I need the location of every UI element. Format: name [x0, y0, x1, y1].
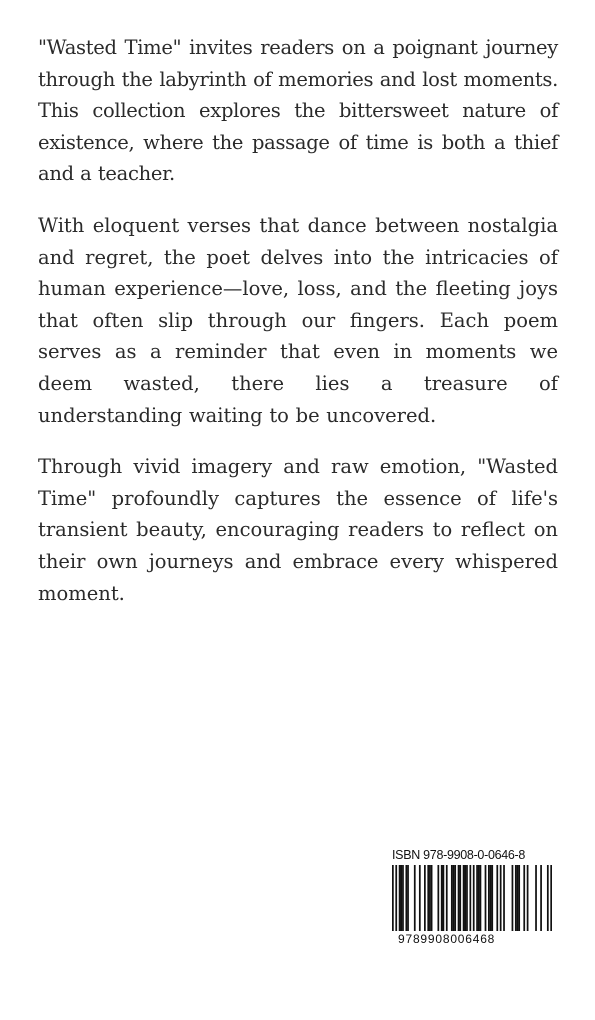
barcode-bar	[485, 865, 487, 931]
isbn-barcode	[390, 848, 556, 948]
barcode-bar	[496, 865, 498, 931]
barcode-bar	[407, 865, 409, 931]
barcode-bar	[453, 865, 455, 931]
barcode-bar	[540, 865, 542, 931]
barcode-bar	[488, 865, 490, 931]
barcode-bar	[473, 865, 475, 931]
barcode-bar	[523, 865, 525, 931]
barcode-bar	[535, 865, 537, 931]
description-paragraph-2: With eloquent verses that dance between nostalgia and regret, the poet delves into the intricacies of human experience—love, loss, and the fleeting joys that often slip through our fingers. Each poem serves as a reminder that even in moments we deem wasted, there lies a treasure of understanding waiting to be uncovered.	[38, 213, 558, 427]
barcode-bar	[512, 865, 514, 931]
barcode-bar	[424, 865, 426, 931]
barcode-bar	[478, 865, 480, 931]
barcode-bar	[431, 865, 433, 931]
barcode-bar	[547, 865, 549, 931]
barcode-bar	[491, 865, 493, 931]
barcode-bar	[419, 865, 421, 931]
barcode-bar	[395, 865, 397, 931]
barcode-bar	[458, 865, 460, 931]
description-paragraph-3: Through vivid imagery and raw emotion, "Wasted Time" profoundly captures the essence of life's transient beauty, encouraging readers to reflect on their own journeys and embrace every whispered moment.	[38, 455, 558, 605]
barcode-bar	[446, 865, 448, 931]
barcode-bar	[392, 865, 394, 931]
barcode-bar	[517, 865, 519, 931]
barcode-bar	[500, 865, 502, 931]
barcode-bar	[518, 865, 520, 931]
barcode-bar	[400, 865, 402, 931]
barcode-bar	[451, 865, 453, 931]
book-description	[38, 32, 558, 629]
barcode-bar	[503, 865, 505, 931]
barcode-bar	[515, 865, 517, 931]
barcode-bar	[427, 865, 429, 931]
barcode-bar	[405, 865, 407, 931]
barcode-bar	[463, 865, 465, 931]
isbn-label: ISBN 978-9908-0-0646-8	[392, 848, 526, 862]
barcode-bar	[550, 865, 552, 931]
barcode-bar	[454, 865, 456, 931]
barcode-bar	[437, 865, 439, 931]
barcode-bar	[459, 865, 461, 931]
barcode-bar	[466, 865, 468, 931]
barcode-bar	[527, 865, 529, 931]
barcode-bar	[480, 865, 482, 931]
barcode-bar	[476, 865, 478, 931]
barcode-bar	[490, 865, 492, 931]
barcode-bar	[399, 865, 401, 931]
barcode-digits: 9789908006468	[398, 932, 496, 946]
barcode-bar	[441, 865, 443, 931]
barcode-bar	[443, 865, 445, 931]
barcode-bar	[402, 865, 404, 931]
barcode-bar	[429, 865, 431, 931]
barcode-bar	[414, 865, 416, 931]
description-paragraph-1: "Wasted Time" invites readers on a poignant journey through the labyrinth of memories and lost moments. This collection explores the bittersweet nature of existence, where the passage of time is both a thief and a teacher.	[38, 36, 558, 186]
barcode-bar	[464, 865, 466, 931]
barcode-bar	[469, 865, 471, 931]
barcode-bars	[392, 865, 552, 931]
